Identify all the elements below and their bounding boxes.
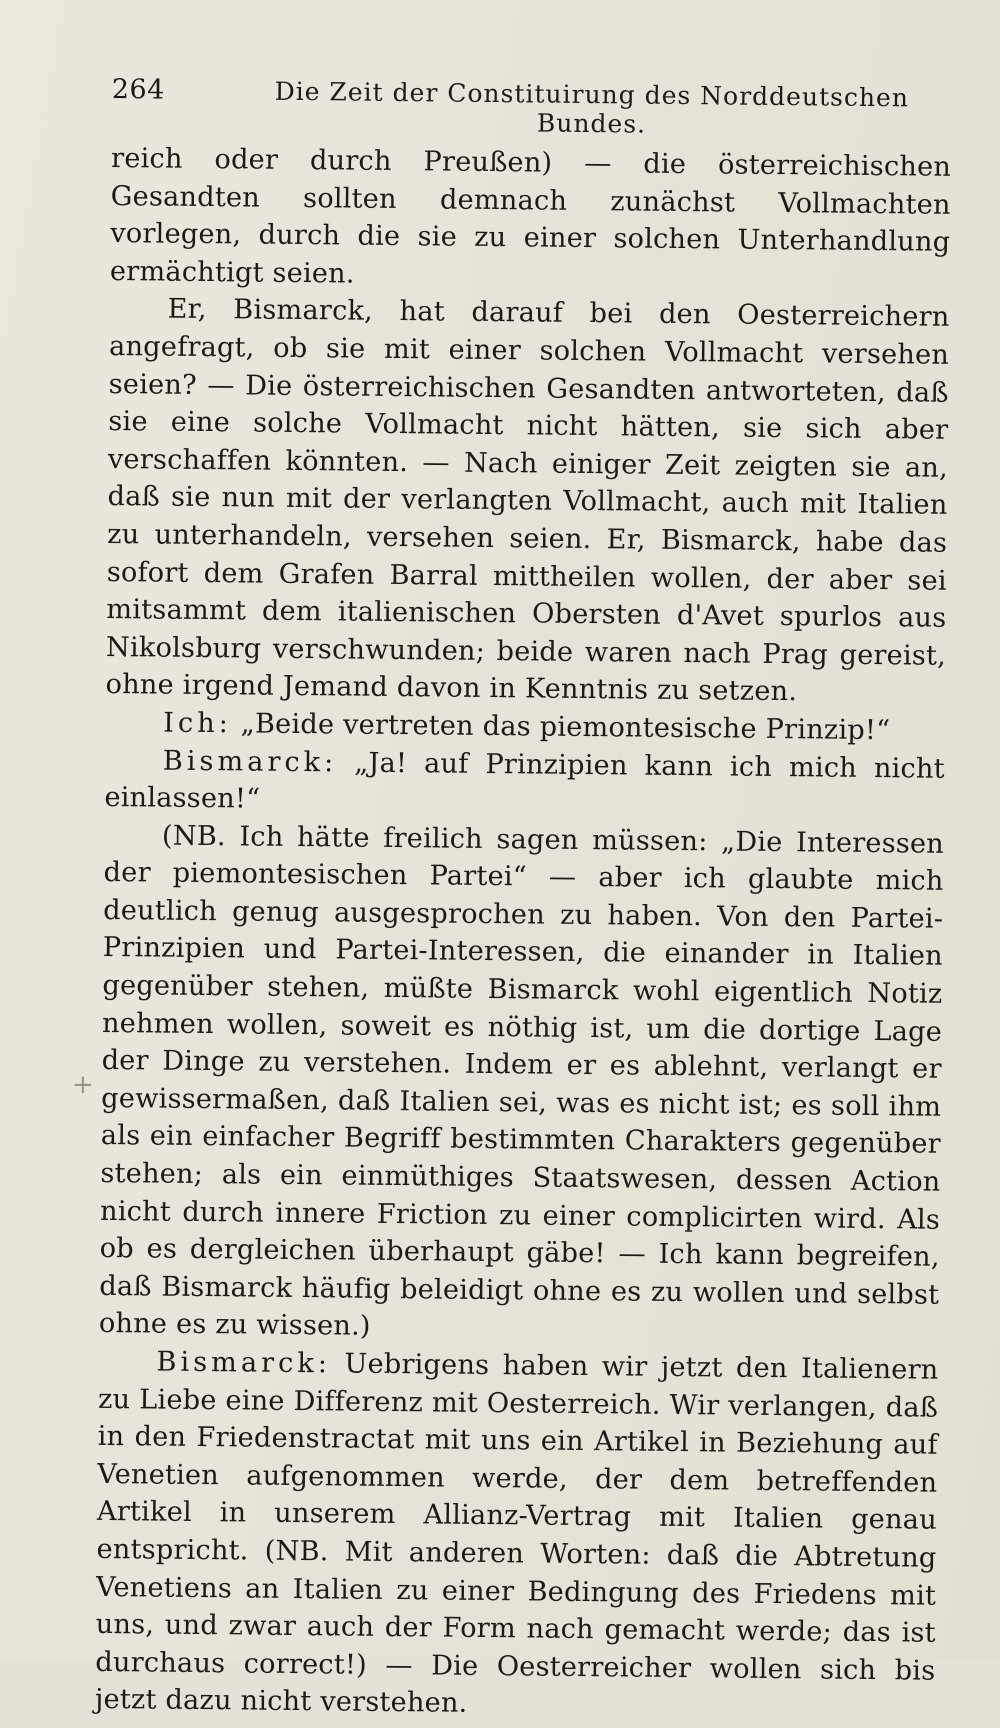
dialogue-text: „Beide vertreten das piemontesische Prinzip!“ xyxy=(240,708,891,747)
speaker-label: Bismarck: xyxy=(162,745,338,778)
note-paragraph xyxy=(99,817,944,1352)
running-title: Die Zeit der Constituirung des Norddeutschen Bundes. xyxy=(274,76,910,139)
body-text xyxy=(95,140,951,1728)
dialogue-text: „Ja! auf Prinzipien kann ich mich nicht einlassen!“ xyxy=(104,747,945,815)
paragraph xyxy=(105,290,949,712)
paragraph-text: reich oder durch Preußen) — die österreichischen Gesandten sollten demnach zunächst Vollmachten vorlegen, durch die sie zu einer solchen Unterhandlung ermächtigt seien. xyxy=(109,142,952,290)
page-content xyxy=(95,74,952,1728)
speaker-label: Bismarck: xyxy=(156,1346,332,1380)
speaker-label: Ich: xyxy=(163,707,233,740)
paragraph-continuation xyxy=(110,140,952,299)
dialogue-text: Uebrigens haben wir jetzt den Italienern zu Liebe eine Differenz mit Oesterreich. Wir verlangen, daß in den Friedenstractat mit uns ein Artikel in Beziehung auf Venetien aufgenommen werde, der dem betreffenden Artikel in unserem Allianz-Vertrag mit Italien genau entspricht. (NB. Mit anderen Worten: daß die Abtretung Venetiens an Italien zu einer Bedingung des Friedens mit uns, und zwar auch der Form nach gemacht werde; das ist durchaus correct!) — Die Oesterreicher wollen sich bis jetzt dazu nicht verstehen. xyxy=(94,1348,939,1720)
dialogue-paragraph xyxy=(104,741,945,825)
paragraph-text: (NB. Ich hätte freilich sagen müssen: „Die Interessen der piemontesischen Partei“ — aber ich glaubte mich deutlich genug ausgesprochen zu haben. Von den Partei-Prinzipien und Partei-Interessen, die einander in Italien gegenüber stehen, müßte Bismarck wohl eigentlich Notiz nehmen wollen, soweit es nöthig ist, um die dortige Lage der Dinge zu verstehen. Indem er es ablehnt, verlangt er gewissermaßen, daß Italien sei, was es nicht ist; es soll ihm als ein einfacher Begriff bestimmten Charakters gegenüber stehen; als ein einmüthiges Staatswesen, dessen Action nicht durch innere Friction zu einer complicirten wird. Als ob es dergleichen überhaupt gäbe! — Ich kann begreifen, daß Bismarck häufig beleidigt ohne es zu wollen und selbst ohne es zu wissen.) xyxy=(98,820,945,1343)
page-number: 264 xyxy=(111,74,166,106)
dialogue-paragraph xyxy=(95,1343,939,1728)
paragraph-text: Er, Bismarck, hat darauf bei den Oesterreichern angefragt, ob sie mit einer solchen Vollmacht versehen seien? — Die österreichischen Gesandten antworteten, daß sie eine solche Vollmacht nicht hätten, sie sich aber verschaffen könnten. — Nach einiger Zeit zeigten sie an, daß sie nun mit der verlangten Vollmacht, auch mit Italien zu unterhandeln, versehen seien. Er, Bismarck, habe das sofort dem Grafen Barral mittheilen wollen, der aber sei mitsammt dem italienischen Obersten d'Avet spurlos aus Nikolsburg verschwunden; beide waren nach Prag gereist, ohne irgend Jemand davon in Kenntnis zu setzen. xyxy=(105,293,950,708)
margin-mark: + xyxy=(72,1070,94,1100)
running-head xyxy=(111,74,952,139)
